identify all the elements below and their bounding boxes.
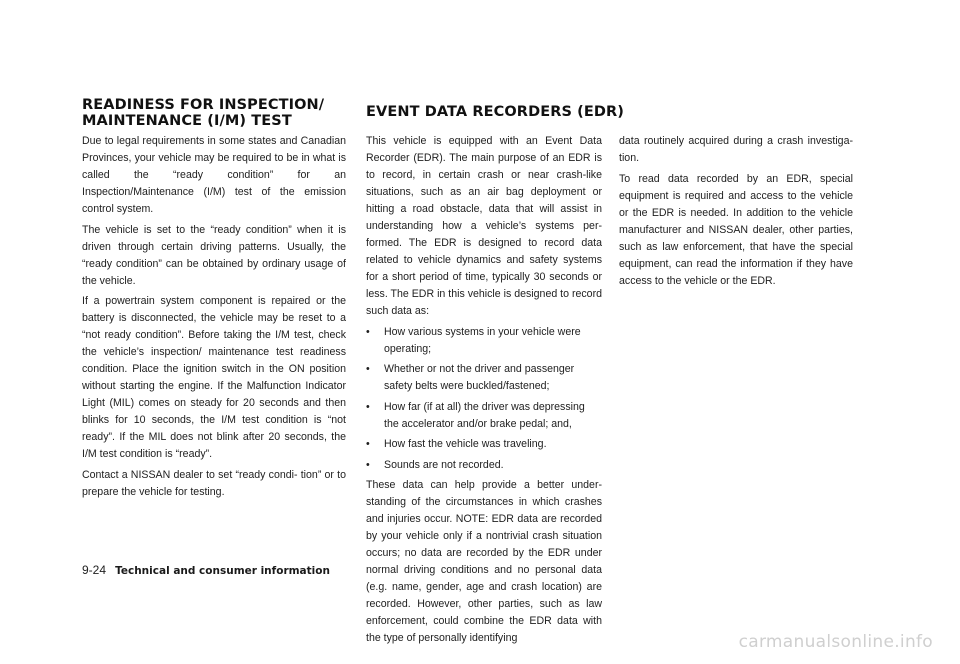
im-paragraph: The vehicle is set to the “ready condition” when it is driven through certain driving patterns. Usually, the “ready condition” can be obtained by ordinary usage of the vehicle.	[82, 223, 346, 287]
im-paragraph: Contact a NISSAN dealer to set “ready condi- tion” or to prepare the vehicle for testing.	[82, 468, 346, 498]
list-item-text: How various systems in your vehicle were operating;	[384, 325, 581, 355]
bullet-icon: •	[366, 400, 370, 413]
list-item-text: How fast the vehicle was traveling.	[384, 438, 547, 450]
im-test-column	[82, 133, 346, 504]
edr-intro-paragraph: This vehicle is equipped with an Event Data Recorder (EDR). The main purpose of an EDR is to record, in certain crash or near crash-like situations, such as an air bag deployment or hitting a road obstacle, data that will assist in understanding how a vehicle’s systems per- formed. The EDR is designed to record data related to vehicle dynamics and safety systems for a short period of time, typically 30 seconds or less. The EDR in this vehicle is designed to record such data as:	[366, 135, 602, 317]
edr-data-paragraph: These data can help provide a better under- standing of the circumstances in which crashes and injuries occur. NOTE: EDR data are recorded by your vehicle only if a nontrivial crash situation occurs; no data are recorded by the EDR under normal driving conditions and no personal data (e.g. name, gender, age and crash location) are recorded. However, other parties, such as law enforcement, could combine the EDR data with the type of personally identifying	[366, 479, 602, 644]
edr-data-list	[366, 324, 602, 474]
list-item	[366, 361, 602, 395]
page-footer	[82, 563, 330, 578]
edr-continued-column	[619, 133, 853, 293]
bullet-icon: •	[366, 458, 370, 471]
section-title: Technical and consumer information	[115, 565, 330, 577]
section-heading-edr: EVENT DATA RECORDERS (EDR)	[366, 104, 625, 120]
list-item-text: Whether or not the driver and passenger safety belts were buckled/fastened;	[384, 363, 575, 392]
list-item	[366, 324, 602, 358]
list-item-text: Sounds are not recorded.	[384, 458, 504, 471]
edr-column	[366, 133, 602, 651]
watermark: carmanualsonline.info	[738, 632, 933, 652]
edr-continued-paragraph: data routinely acquired during a crash investiga- tion.	[619, 135, 853, 164]
section-heading-im-test: READINESS FOR INSPECTION/ MAINTENANCE (I/M) TEST	[82, 97, 325, 129]
list-item-text: How far (if at all) the driver was depressing the accelerator and/or brake pedal; and,	[384, 400, 585, 430]
list-item	[366, 436, 602, 453]
bullet-icon: •	[366, 363, 370, 375]
im-paragraph: If a powertrain system component is repaired or the battery is disconnected, the vehicle may be reset to a “not ready condition”. Before taking the I/M test, check the vehicle’s inspection/ maintenance test readiness condition. Place the ignition switch in the ON position without starting the engine. If the Malfunction Indicator Light (MIL) comes on steady for 20 seconds and then blinks for 10 seconds, the I/M test condition is “not ready”. If the MIL does not blink after 20 seconds, the I/M test condition is “ready”.	[82, 295, 346, 460]
edr-access-paragraph: To read data recorded by an EDR, special equipment is required and access to the vehicle or the EDR is needed. In addition to the vehicle manufacturer and NISSAN dealer, other parties, such as law enforcement, that have the special equipment, can read the information if they have access to the vehicle or the EDR.	[619, 172, 853, 287]
list-item	[366, 399, 602, 433]
page-number: 9-24	[82, 563, 107, 577]
list-item	[366, 457, 602, 474]
bullet-icon: •	[366, 325, 370, 338]
im-paragraph: Due to legal requirements in some states and Canadian Provinces, your vehicle may be required to be in what is called the “ready condition” for an Inspection/Maintenance (I/M) test of the emission control system.	[82, 135, 346, 215]
bullet-icon: •	[366, 438, 370, 450]
